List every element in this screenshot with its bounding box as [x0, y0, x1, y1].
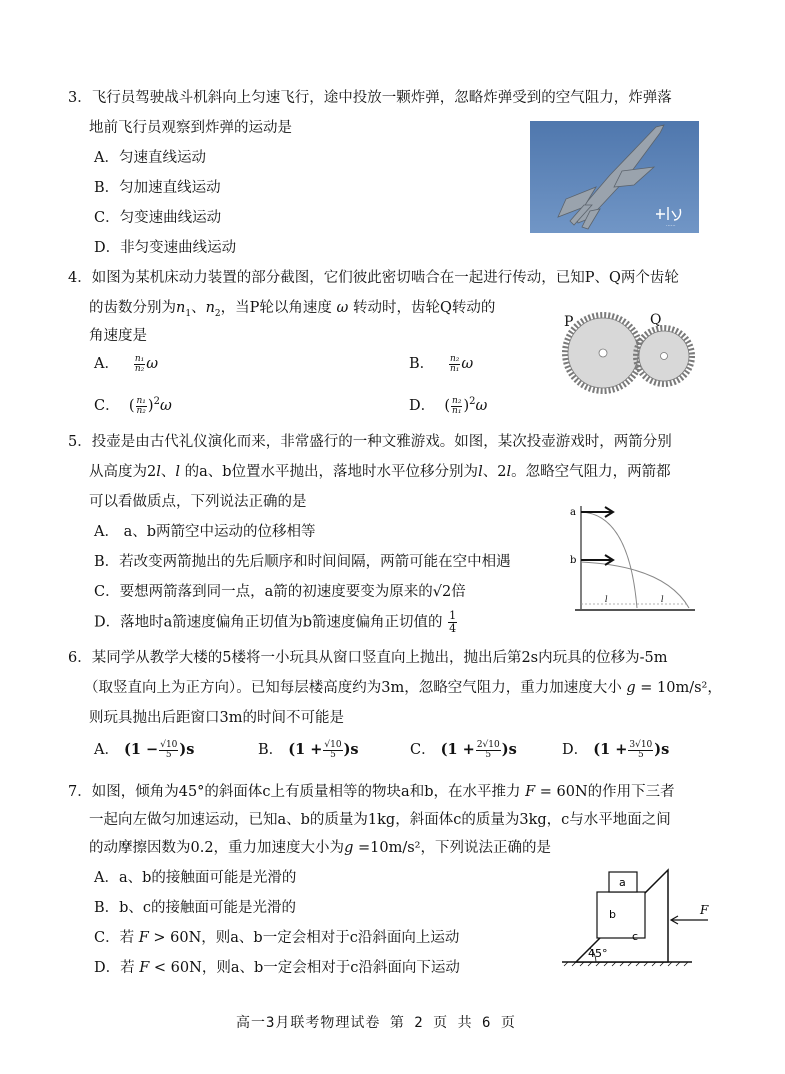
q7-stem-line3: 的动摩擦因数为0.2，重力加速度大小为g =10m/s²，下列说法正确的是 — [89, 840, 551, 856]
q3-option-d: D．非匀变速曲线运动 — [94, 240, 237, 256]
q7-option-c: C．若 F > 60N，则a、b一定会相对于c沿斜面向上运动 — [94, 930, 460, 946]
q5-stem-line2: 从高度为2l、l 的a、b位置水平抛出，落地时水平位移分别为l、2l。忽略空气阻力，两箭都 — [89, 464, 671, 480]
distance-label-2: l — [661, 595, 664, 604]
angle-label: 45° — [588, 947, 608, 960]
q5-option-c: C．要想两箭落到同一点，a箭的初速度要变为原来的√2倍 — [94, 584, 466, 600]
q5-option-a: A． a、b两箭空中运动的位移相等 — [94, 524, 316, 540]
gear-p-label: P — [564, 314, 574, 330]
q6-option-c: C． (1 + $\frac{2√10}{5}$ )s — [410, 739, 517, 760]
q6-option-a: A． (1 − $\frac{√10}{5}$ )s — [94, 739, 195, 760]
q3-stem-line1: 3．飞行员驾驶战斗机斜向上匀速飞行，途中投放一颗炸弹，忽略炸弹受到的空气阻力，炸弹落 — [68, 90, 672, 106]
omega-symbol: ω — [336, 300, 349, 316]
gear-p — [565, 315, 641, 391]
projectile-figure — [565, 500, 700, 618]
q4-stem-line3: 角速度是 — [89, 328, 147, 344]
label-block-c: c — [632, 930, 639, 943]
label-b: b — [570, 555, 577, 566]
q4-stem-line1: 4．如图为某机床动力装置的部分截图，它们彼此密切啮合在一起进行传动，已知P、Q两个齿轮 — [68, 270, 679, 286]
fighter-jet-photo — [530, 121, 699, 233]
gear-q — [636, 328, 692, 384]
q3-option-a: A．匀速直线运动 — [94, 150, 206, 166]
q5-option-d: D．落地时a箭速度偏角正切值为b箭速度偏角正切值的 $\frac{1}{4}$ — [94, 609, 457, 635]
q3-option-b: B．匀加速直线运动 — [94, 180, 221, 196]
q7-stem-line2: 一起向左做匀加速运动，已知a、b的质量为1kg，斜面体c的质量为3kg，c与水平地面之间 — [89, 812, 671, 828]
q6-stem-line3: 则玩具抛出后距窗口3m的时间不可能是 — [89, 710, 344, 726]
q4-option-d: D． ( $\frac{\text{n₂}}{\text{n₁}}$ )$^2$ω — [409, 395, 488, 416]
q4-option-b: B． $\frac{\text{n₂}}{\text{n₁}}$ ω — [409, 353, 474, 374]
q6-option-b: B． (1 + $\frac{√10}{5}$ )s — [258, 739, 359, 760]
page-footer: 高一3月联考物理试卷 第 2 页 共 6 页 — [236, 1015, 516, 1031]
q5-stem-line1: 5．投壶是由古代礼仪演化而来，非常盛行的一种文雅游戏。如图，某次投壶游戏时，两箭分别 — [68, 434, 672, 450]
q4-option-a: A． $\frac{\text{n₁}}{\text{n₂}}$ ω — [94, 353, 159, 374]
q7-option-b: B．b、c的接触面可能是光滑的 — [94, 900, 297, 916]
q4-stem-line2: 的齿数分别为$n_1$、$n_2$，当P轮以角速度 ω 转动时，齿轮Q转动的 — [89, 300, 496, 319]
q6-stem-line1: 6．某同学从教学大楼的5楼将一小玩具从窗口竖直向上抛出，抛出后第2s内玩具的位移为-5m — [68, 650, 668, 666]
q6-stem-line2: （取竖直向上为正方向）。已知每层楼高度约为3m，忽略空气阻力，重力加速度大小 g = 10m/s²， — [84, 680, 722, 696]
svg-text:······: ······ — [666, 223, 676, 229]
q7-option-a: A．a、b的接触面可能是光滑的 — [94, 870, 297, 886]
q3-option-c: C．匀变速曲线运动 — [94, 210, 222, 226]
sqrt-two: √2 — [432, 584, 452, 600]
q6-option-d: D． (1 + $\frac{3√10}{5}$ )s — [562, 739, 670, 760]
gear-q-label: Q — [650, 312, 662, 328]
q5-option-b: B．若改变两箭抛出的先后顺序和时间间隔，两箭可能在空中相遇 — [94, 554, 511, 570]
incline-figure — [560, 868, 720, 972]
q4-option-c: C． ( $\frac{\text{n₁}}{\text{n₂}}$ )$^2$ω — [94, 395, 172, 416]
label-a: a — [570, 507, 576, 518]
q5-stem-line3: 可以看做质点，下列说法正确的是 — [89, 494, 307, 510]
q3-stem-line2: 地前飞行员观察到炸弹的运动是 — [89, 120, 292, 136]
distance-label-1: l — [605, 595, 608, 604]
label-block-a: a — [619, 876, 626, 889]
q7-stem-line1: 7．如图，倾角为45°的斜面体c上有质量相等的物块a和b，在水平推力 F = 60N的作用下三者 — [68, 784, 675, 800]
q7-option-d: D．若 F < 60N，则a、b一定会相对于c沿斜面向下运动 — [94, 960, 460, 976]
trajectory-b — [581, 562, 689, 608]
label-block-b: b — [609, 908, 616, 921]
gears-figure — [558, 308, 698, 398]
force-label: F — [700, 903, 709, 917]
